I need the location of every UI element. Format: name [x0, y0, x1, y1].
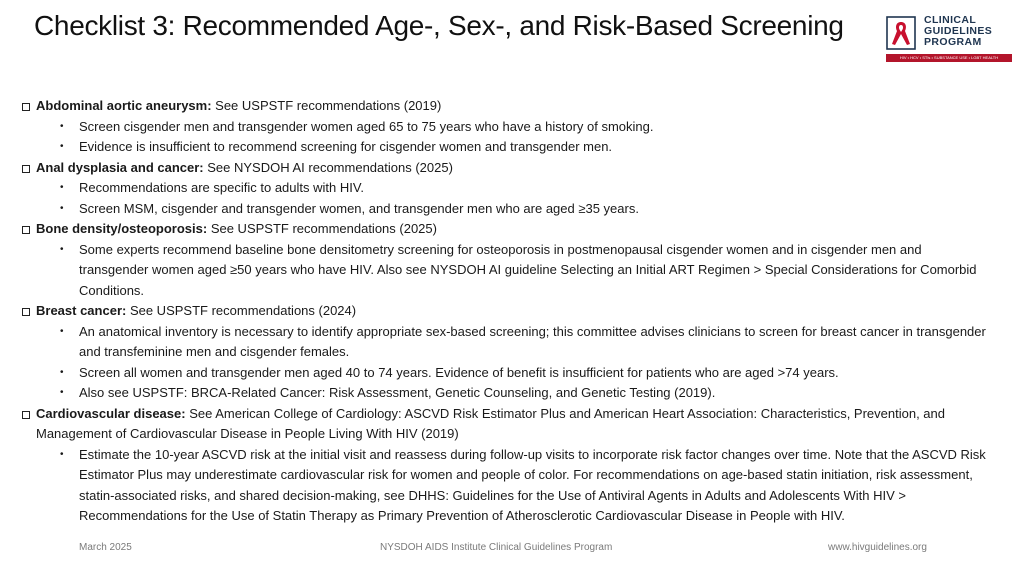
bullet-icon: •: [60, 366, 64, 378]
checkbox-icon: [22, 165, 30, 173]
red-ribbon-icon: [886, 16, 916, 50]
list-item-text: Also see USPSTF: BRCA-Related Cancer: Risk Assessment, Genetic Counseling, and Genetic Testing (2019).: [79, 385, 716, 400]
bullet-icon: •: [60, 141, 64, 152]
section-reference: See NYSDOH AI recommendations (2025): [203, 159, 453, 175]
section-heading: Bone density/osteoporosis:: [36, 221, 208, 236]
bullet-icon: •: [60, 448, 64, 460]
list-item: [60, 383, 994, 404]
checkbox-icon: [22, 411, 30, 419]
bullet-icon: •: [60, 325, 64, 337]
logo-line-3: PROGRAM: [924, 36, 982, 48]
logo-text: [924, 15, 992, 48]
bullet-icon: •: [60, 182, 64, 193]
section-reference: See USPSTF recommendations (2019): [211, 98, 442, 113]
footer-url: www.hivguidelines.org: [828, 542, 927, 553]
list-item-text: Recommendations are specific to adults with HIV.: [79, 180, 364, 195]
page-title: Checklist 3: Recommended Age-, Sex-, and Risk-Based Screening: [34, 10, 844, 41]
section-reference: See USPSTF recommendations (2025): [207, 221, 437, 236]
list-item: [60, 117, 994, 138]
list-item-text: An anatomical inventory is necessary to identify appropriate sex-based screening; this committee advises clinicians to screen for breast cancer in transgender and transfeminine men and cisgender females.: [79, 323, 986, 359]
bullet-list: [22, 178, 994, 219]
list-item: [60, 137, 994, 158]
section-anal-dysplasia-and-cancer: [22, 158, 994, 179]
footer-program: NYSDOH AIDS Institute Clinical Guidelines Program: [380, 542, 613, 553]
bullet-list: [22, 240, 994, 302]
bullet-list: [22, 322, 994, 404]
clinical-guidelines-logo: [886, 12, 1014, 64]
checkbox-icon: [22, 226, 30, 234]
logo-line-1: CLINICAL: [924, 14, 977, 26]
section-cardiovascular-disease: [22, 404, 994, 445]
section-heading: Breast cancer:: [36, 303, 127, 318]
logo-tagline: HIV • HCV • STIs • SUBSTANCE USE • LGBT HEALTH: [886, 54, 1012, 62]
bullet-icon: •: [60, 120, 64, 132]
list-item-text: Screen all women and transgender men aged 40 to 74 years. Evidence of benefit is insufficient for patients who are aged >74 years.: [79, 364, 839, 380]
list-item-text: Some experts recommend baseline bone densitometry screening for osteoporosis in postmenopausal cisgender women and in cisgender men and transgender women aged ≥50 years who have HIV. Also see NYSDOH AI guideline Selecting an Initial ART Regimen > Special Considerations for Comorbid Conditions.: [79, 241, 977, 298]
list-item-text: Evidence is insufficient to recommend screening for cisgender women and transgender men.: [79, 139, 613, 154]
checkbox-icon: [22, 103, 30, 111]
bullet-icon: •: [60, 202, 64, 214]
section-reference: See American College of Cardiology: ASCVD Risk Estimator Plus and American Heart Association: Characteristics, Prevention, and Management of Cardiovascular Disease in People Living With HIV (2019): [36, 405, 945, 441]
checkbox-icon: [22, 308, 30, 316]
list-item-text: Screen MSM, cisgender and transgender women, and transgender men who are aged ≥35 years.: [79, 200, 639, 216]
list-item: [60, 199, 994, 220]
list-item: [60, 363, 994, 384]
list-item-text: Screen cisgender men and transgender women aged 65 to 75 years who have a history of smoking.: [79, 118, 654, 134]
checklist: [22, 96, 994, 527]
section-heading: Anal dysplasia and cancer:: [36, 159, 204, 175]
logo-line-2: GUIDELINES: [924, 25, 993, 37]
list-item: [60, 322, 994, 363]
footer-date: March 2025: [79, 542, 132, 553]
list-item: [60, 178, 994, 199]
section-breast-cancer: [22, 301, 994, 322]
section-abdominal-aortic-aneurysm: [22, 96, 994, 117]
bullet-icon: •: [60, 243, 64, 255]
list-item: [60, 445, 994, 527]
section-heading: Abdominal aortic aneurysm:: [36, 98, 212, 113]
list-item: [60, 240, 994, 302]
bullet-list: [22, 117, 994, 158]
section-bone-density: [22, 219, 994, 240]
section-heading: Cardiovascular disease:: [36, 405, 186, 421]
list-item-text: Estimate the 10-year ASCVD risk at the initial visit and reassess during follow-up visits to incorporate risk factor changes over time. Note that the ASCVD Risk Estimator Plus may underestimate cardiovascular risk for women and people of color. For recommendations on age-based statin initiation, risk assessment, statin-associated risks, and shared decision-making, see DHHS: Guidelines for the Use of Antiviral Agents in Adults and Adolescents With HIV > Recommendations for the Use of Statin Therapy as Primary Prevention of Atherosclerotic Cardiovascular Disease in People with HIV.: [79, 446, 986, 523]
section-reference: See USPSTF recommendations (2024): [126, 303, 357, 318]
bullet-icon: •: [60, 387, 64, 398]
bullet-list: [22, 445, 994, 527]
